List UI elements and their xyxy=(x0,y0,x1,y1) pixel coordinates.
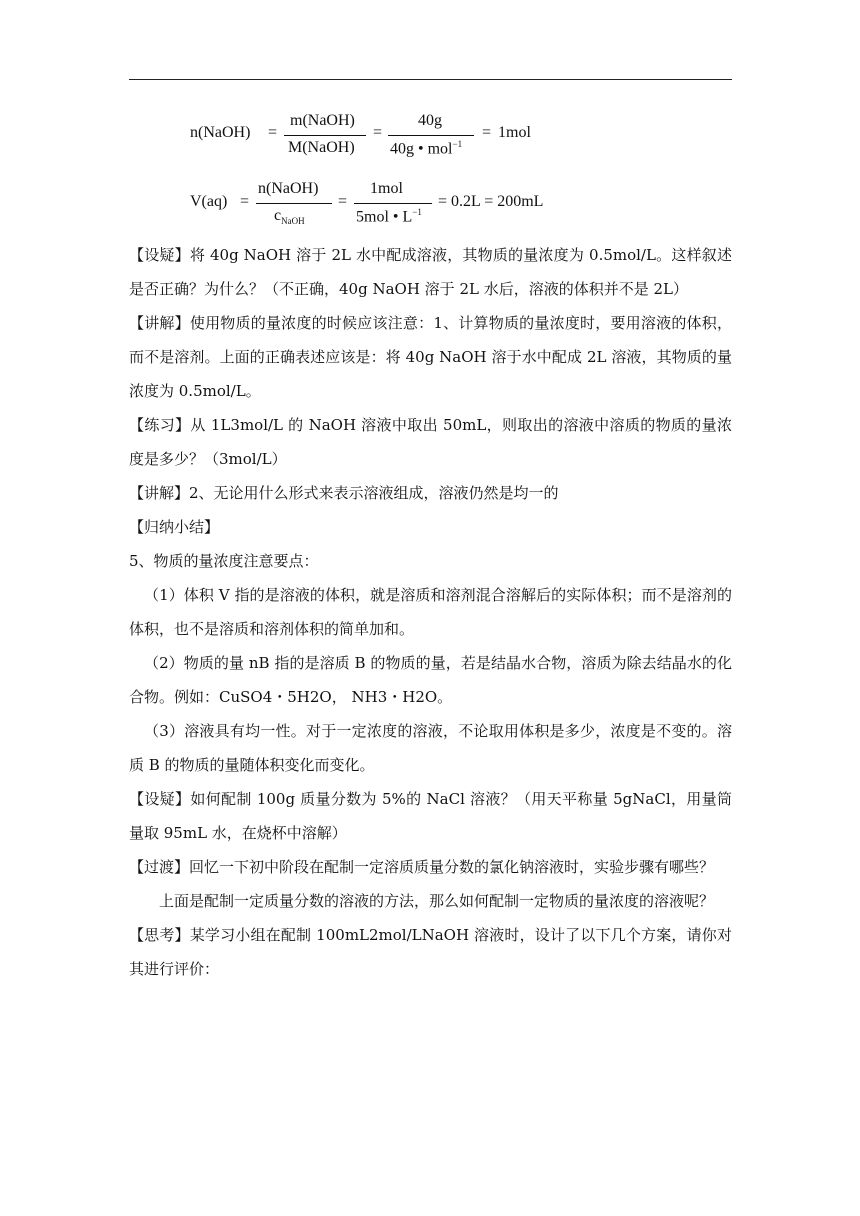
eq2-numerator-2: 1mol xyxy=(370,180,403,197)
eq2-denominator-2: 5mol • $L^{-1}$ xyxy=(356,207,422,226)
paragraph-explain-1: 【讲解】使用物质的量浓度的时候应该注意：1、计算物质的量浓度时，要用溶液的体积，而不是溶剂。上面的正确表述应该是：将 40g NaOH 溶于水中配成 2L 溶液，其物质的量浓度为 0.5mol/L。 xyxy=(129,314,732,400)
eq2-lhs: V(aq) xyxy=(190,193,228,210)
paragraph-question: 上面是配制一定质量分数的溶液的方法，那么如何配制一定物质的量浓度的溶液呢？ xyxy=(159,892,715,910)
header-rule xyxy=(129,79,732,80)
key-point-2: （2）物质的量 nB 指的是溶质 B 的物质的量，若是结晶水合物，溶质为除去结晶水的化合物。例如：CuSO4・5H2O， NH3・H2O。 xyxy=(129,654,732,706)
eq2-result: = 0.2L = 200mL xyxy=(438,193,544,210)
paragraph-explain-2: 【讲解】2、无论用什么形式来表示溶液组成，溶液仍然是均一的 xyxy=(129,484,559,502)
eq1-equals-b: = xyxy=(373,124,383,141)
eq2-fraction-bar-2 xyxy=(354,203,432,204)
paragraph-doubt-1: 【设疑】将 40g NaOH 溶于 2L 水中配成溶液，其物质的量浓度为 0.5mol/L。这样叙述是否正确？为什么？（不正确，40g NaOH 溶于 2L 水后，溶液的体积并不是 2L） xyxy=(129,246,732,298)
eq1-result: 1mol xyxy=(498,124,531,141)
eq1-fraction-bar-1 xyxy=(284,135,366,136)
eq1-denominator-2: 40g • mol$^{-1}$ xyxy=(390,139,463,158)
eq2-fraction-bar-1 xyxy=(256,203,332,204)
eq2-equals-b: = xyxy=(338,193,348,210)
eq1-lhs: n(NaOH) xyxy=(190,124,251,141)
eq1-denominator-1: M(NaOH) xyxy=(288,139,355,156)
eq1-numerator-1: m(NaOH) xyxy=(290,112,355,129)
eq2-numerator-1: n(NaOH) xyxy=(258,180,319,197)
paragraph-summary-heading: 【归纳小结】 xyxy=(129,518,220,536)
key-point-1: （1）体积 V 指的是溶液的体积，就是溶质和溶剂混合溶解后的实际体积；而不是溶剂的体积，也不是溶质和溶剂体积的简单加和。 xyxy=(129,586,732,638)
paragraph-exercise: 【练习】从 1L3mol/L 的 NaOH 溶液中取出 50mL，则取出的溶液中溶质的物质的量浓度是多少？（3mol/L） xyxy=(129,416,732,468)
paragraph-think: 【思考】某学习小组在配制 100mL2mol/LNaOH 溶液时，设计了以下几个方案，请你对其进行评价： xyxy=(129,926,732,978)
eq2-equals-a: = xyxy=(240,193,250,210)
eq1-equals-c: = xyxy=(482,124,492,141)
eq1-equals-a: = xyxy=(268,124,278,141)
paragraph-key-points-title: 5、物质的量浓度注意要点： xyxy=(129,552,319,570)
eq1-fraction-bar-2 xyxy=(388,135,474,136)
eq1-numerator-2: 40g xyxy=(418,112,442,129)
paragraph-doubt-2: 【设疑】如何配制 100g 质量分数为 5%的 NaCl 溶液？（用天平称量 5gNaCl，用量筒量取 95mL 水，在烧杯中溶解） xyxy=(129,790,732,842)
lesson-body xyxy=(129,238,732,986)
eq2-denominator-1: $c_{NaOH}$ xyxy=(274,207,305,227)
key-point-3: （3）溶液具有均一性。对于一定浓度的溶液，不论取用体积是多少，浓度是不变的。溶质 B 的物质的量随体积变化而变化。 xyxy=(129,722,732,774)
paragraph-transition: 【过渡】回忆一下初中阶段在配制一定溶质质量分数的氯化钠溶液时，实验步骤有哪些？ xyxy=(129,858,715,876)
